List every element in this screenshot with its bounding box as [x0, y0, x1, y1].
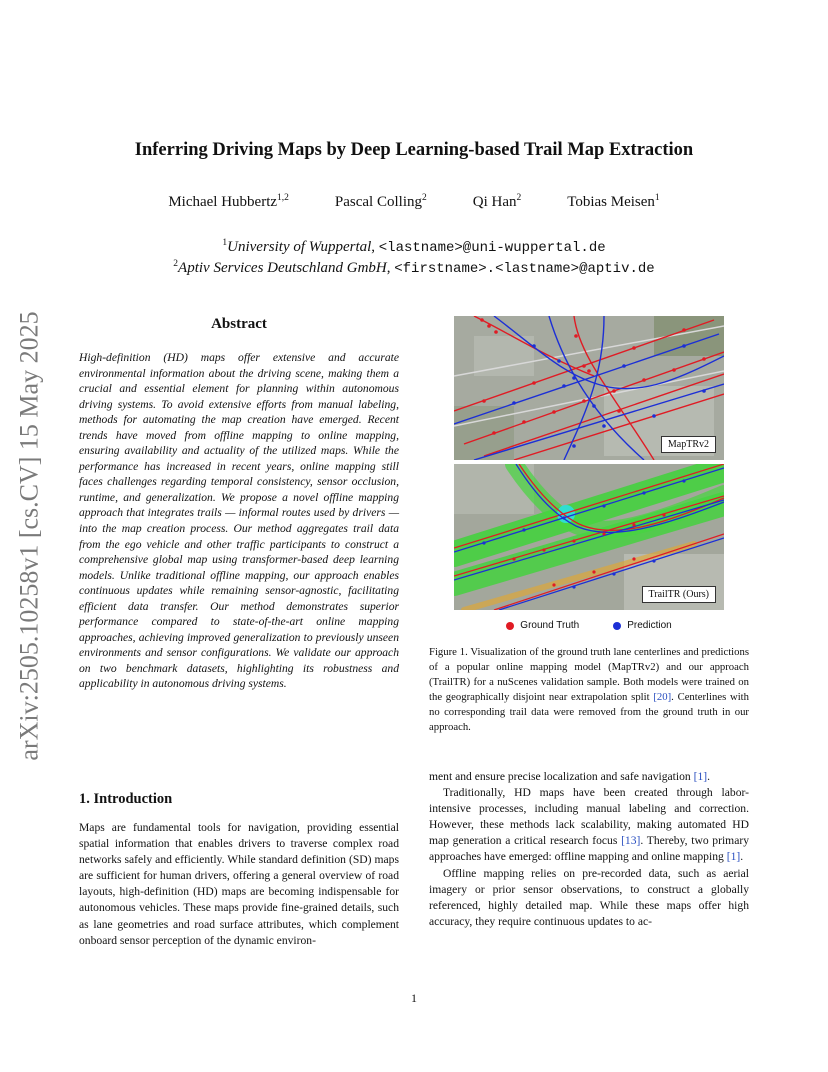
legend-item: Ground Truth	[506, 620, 579, 631]
citation-link[interactable]: [1]	[693, 770, 708, 783]
model-label: TrailTR (Ours)	[642, 586, 716, 603]
page-number: 1	[411, 991, 417, 1005]
affiliation: $^2$Aptiv Services Deutschland GmbH, <firstname>.<lastname>@aptiv.de	[173, 259, 655, 277]
author: Pascal Colling$^2$	[334, 193, 427, 210]
intro-text-left	[79, 820, 399, 949]
maptrv2-panel	[454, 316, 724, 460]
abstract-text: High-definition (HD) maps offer extensive and accurate environmental information about the driving scene, making them a crucial and essential element for planning within autonomous driving systems. To avoid extensive efforts from manual labeling, methods for automating the map creation have emerged. Recent trends have moved from offline mapping to online mapping, ensuring availability and actuality of the utilized maps. While the performance has increased in recent years, online mapping still faces challenges regarding temporal consistency, sensor occlusion, runtime, and generalization. We propose a novel offline mapping approach that integrates trails — informal routes used by drivers — into the map creation process. Our method aggregates trail data from the ego vehicle and other traffic participants to construct a comprehensive global map using transformer-based deep learning models. Unlike traditional offline mapping, our approach enables continuous updates while remaining sensor-agnostic, facilitating efficient data transfer. Our method demonstrates superior performance compared to state-of-the-art online mapping approaches, achieving improved generalization to previously unseen environments and sensor configurations. We validate our approach on two benchmark datasets, highlighting its robustness and applicability in autonomous driving systems.	[79, 351, 399, 691]
citation-link[interactable]: [1]	[726, 850, 741, 864]
intro-text-right	[429, 769, 749, 930]
paragraph: ment and ensure precise localization and safe navigation [1].	[429, 770, 711, 783]
author: Qi Han$^2$	[472, 193, 522, 210]
trailtr-panel	[454, 464, 724, 610]
author: Tobias Meisen$^1$	[567, 193, 660, 210]
arxiv-stamp: arXiv:2505.10258v1 [cs.CV] 15 May 2025	[15, 310, 44, 761]
paragraph: Offline mapping relies on pre-recorded data, such as aerial imagery or prior sensor observations, to construct a globally referenced, highly detailed map. While these maps offer high accuracy, they require continuous updates to ac-	[429, 866, 749, 928]
citation-link[interactable]: [20]	[653, 691, 672, 704]
paragraph: Traditionally, HD maps have been created through labor-intensive processes, including manual labeling and correction. However, these methods lack scalability, making automated HD map generation a critical research focus [13]. Thereby, two primary approaches have emerged: offline mapping and online mapping [1].	[429, 786, 749, 864]
affiliation: $^1$University of Wuppertal, <lastname>@uni-wuppertal.de	[222, 238, 606, 256]
blue-dot-icon	[613, 622, 621, 630]
legend-item: Prediction	[613, 620, 671, 631]
section-heading: 1. Introduction	[79, 791, 173, 807]
figure-1	[454, 316, 724, 611]
paper-title: Inferring Driving Maps by Deep Learning-based Trail Map Extraction	[134, 140, 694, 160]
author: Michael Hubbertz$^{1,2}$	[168, 193, 289, 210]
citation-link[interactable]: [13]	[621, 834, 641, 848]
abstract-heading: Abstract	[211, 316, 267, 332]
figure-legend	[454, 620, 724, 631]
red-dot-icon	[506, 622, 514, 630]
figure-caption: Figure 1. Visualization of the ground truth lane centerlines and predictions of a popular online mapping model (MapTRv2) and our approach (TrailTR) for a nuScenes validation sample. Both models were trained on the geographically disjoint near extrapolation split [20]. Centerlines with no corresponding trail data were removed from the ground truth in our approach.	[429, 646, 749, 734]
paragraph: Maps are fundamental tools for navigation, providing essential spatial information that enables drivers to traverse complex road networks safely and efficiently. While standard definition (SD) maps are sufficient for human drivers, offering a general overview of road layouts, high-definition (HD) maps are becoming indispensable for autonomous vehicles. These maps provide fine-grained details, such as lane geometries and road surface attributes, which complement onboard sensor perception of the dynamic environ-	[79, 821, 399, 947]
author-list	[0, 194, 828, 211]
model-label: MapTRv2	[661, 436, 716, 453]
